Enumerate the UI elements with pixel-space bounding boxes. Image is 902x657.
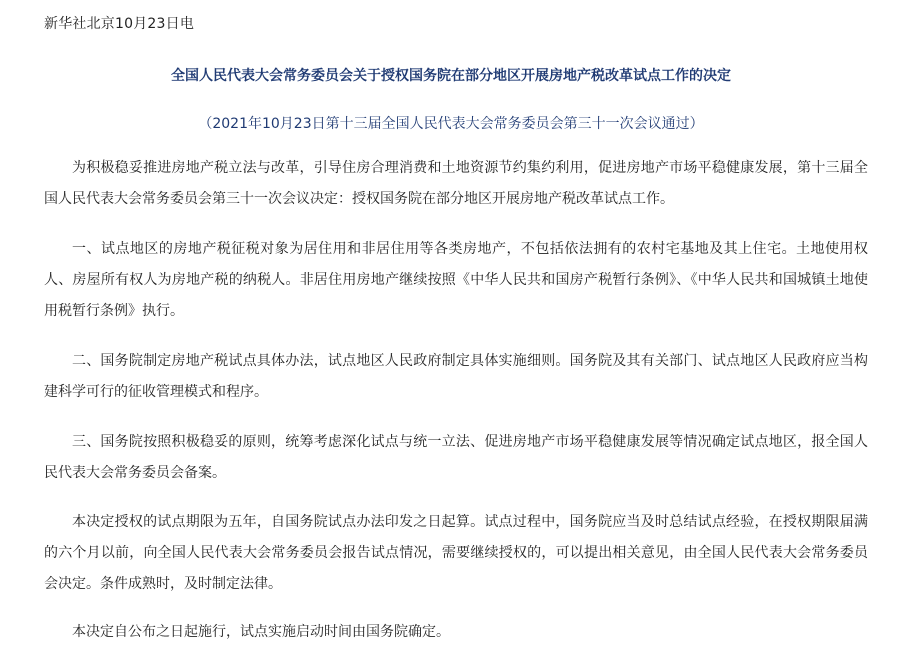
- dateline: 新华社北京10月23日电: [44, 16, 195, 32]
- adoption-note: （2021年10月23日第十三届全国人民代表大会常务委员会第三十一次会议通过）: [198, 116, 704, 132]
- decision-title: 全国人民代表大会常务委员会关于授权国务院在部分地区开展房地产税改革试点工作的决定: [171, 68, 731, 84]
- pilot-period-paragraph: 本决定授权的试点期限为五年，自国务院试点办法印发之日起算。试点过程中，国务院应当及时总结试点经验，在授权期限届满的六个月以前，向全国人民代表大会常务委员会报告试点情况，需要继续授权的，可以提出相关意见，由全国人民代表大会常务委员会决定。条件成熟时，及时制定法律。: [44, 514, 868, 592]
- article-three-paragraph: 三、国务院按照积极稳妥的原则，统筹考虑深化试点与统一立法、促进房地产市场平稳健康发展等情况确定试点地区，报全国人民代表大会常务委员会备案。: [44, 434, 868, 481]
- effective-date-paragraph: 本决定自公布之日起施行，试点实施启动时间由国务院确定。: [72, 624, 450, 640]
- article-two-paragraph: 二、国务院制定房地产税试点具体办法，试点地区人民政府制定具体实施细则。国务院及其有关部门、试点地区人民政府应当构建科学可行的征收管理模式和程序。: [44, 353, 868, 400]
- preamble-paragraph: 为积极稳妥推进房地产税立法与改革，引导住房合理消费和土地资源节约集约利用，促进房地产市场平稳健康发展，第十三届全国人民代表大会常务委员会第三十一次会议决定：授权国务院在部分地区开展房地产税改革试点工作。: [44, 160, 868, 207]
- article-one-paragraph: 一、试点地区的房地产税征税对象为居住用和非居住用等各类房地产，不包括依法拥有的农村宅基地及其上住宅。土地使用权人、房屋所有权人为房地产税的纳税人。非居住用房地产继续按照《中华人民共和国房产税暂行条例》、《中华人民共和国城镇土地使用税暂行条例》执行。: [44, 241, 868, 319]
